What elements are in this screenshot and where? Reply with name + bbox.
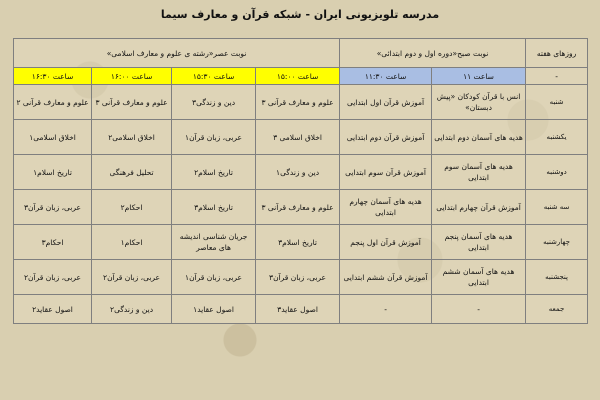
table-cell: اخلاق اسلامی ۳ xyxy=(256,120,340,155)
table-cell: اصول عقاید۲ xyxy=(14,295,92,324)
table-cell: هدیه های آسمان پنجم ابتدایی xyxy=(432,225,526,260)
time-cell-1: ساعت ۱۱ xyxy=(432,68,526,85)
header-row xyxy=(14,39,588,68)
table-cell: آموزش قرآن سوم ابتدایی xyxy=(340,155,432,190)
time-cell-2: ساعت ۱۱:۳۰ xyxy=(340,68,432,85)
time-cell-4: ساعت ۱۵:۳۰ xyxy=(172,68,256,85)
table-cell: عربی، زبان قرآن۲ xyxy=(14,260,92,295)
table-cell: انس با قرآن کودکان «پیش دبستان» xyxy=(432,85,526,120)
table-row xyxy=(14,155,588,190)
time-cell-day: - xyxy=(526,68,588,85)
day-cell: جمعه xyxy=(526,295,588,324)
times-row xyxy=(14,68,588,85)
table-cell: احکام۳ xyxy=(14,225,92,260)
day-cell: یکشنبه xyxy=(526,120,588,155)
time-cell-5: ساعت ۱۶:۰۰ xyxy=(92,68,172,85)
time-cell-3: ساعت ۱۵:۰۰ xyxy=(256,68,340,85)
table-cell: - xyxy=(432,295,526,324)
table-cell: دین و زندگی۲ xyxy=(92,295,172,324)
table-row xyxy=(14,85,588,120)
table-cell: تاریخ اسلام۲ xyxy=(172,155,256,190)
table-cell: هدیه های آسمان سوم ابتدایی xyxy=(432,155,526,190)
table-cell: آموزش قرآن اول ابتدایی xyxy=(340,85,432,120)
table-cell: آموزش قرآن چهارم ابتدایی xyxy=(432,190,526,225)
table-cell: احکام۱ xyxy=(92,225,172,260)
table-cell: علوم و معارف قرآنی ۳ xyxy=(92,85,172,120)
table-row xyxy=(14,260,588,295)
table-cell: علوم و معارف قرآنی ۳ xyxy=(256,85,340,120)
table-row xyxy=(14,120,588,155)
table-cell: عربی، زبان قرآن۳ xyxy=(256,260,340,295)
page-title: مدرسه تلویزیونی ایران - شبکه قرآن و معارف سیما xyxy=(160,8,440,21)
table-cell: هدیه های آسمان دوم ابتدایی xyxy=(432,120,526,155)
table-cell: اخلاق اسلامی۲ xyxy=(92,120,172,155)
table-cell: اصول عقاید۳ xyxy=(256,295,340,324)
schedule-table xyxy=(13,38,588,324)
table-cell: آموزش قرآن دوم ابتدایی xyxy=(340,120,432,155)
time-cell-6: ساعت ۱۶:۳۰ xyxy=(14,68,92,85)
table-row xyxy=(14,190,588,225)
table-cell: دین و زندگی۳ xyxy=(172,85,256,120)
day-cell: چهارشنبه xyxy=(526,225,588,260)
table-row xyxy=(14,295,588,324)
morning-shift-header: نوبت صبح«دوره اول و دوم ابتدائی» xyxy=(340,39,526,68)
table-cell: علوم و معارف قرآنی ۲ xyxy=(14,85,92,120)
days-header: روزهای هفته xyxy=(526,39,588,68)
table-cell: عربی، زبان قرآن۳ xyxy=(14,190,92,225)
table-cell: - xyxy=(340,295,432,324)
table-cell: هدیه های آسمان چهارم ابتدایی xyxy=(340,190,432,225)
table-cell: آموزش قرآن اول پنجم xyxy=(340,225,432,260)
table-cell: هدیه های آسمان ششم ابتدایی xyxy=(432,260,526,295)
table-cell: دین و زندگی۱ xyxy=(256,155,340,190)
day-cell: سه شنبه xyxy=(526,190,588,225)
table-cell: تاریخ اسلام۱ xyxy=(14,155,92,190)
table-cell: تحلیل فرهنگی xyxy=(92,155,172,190)
table-cell: اصول عقاید۱ xyxy=(172,295,256,324)
table-cell: علوم و معارف قرآنی ۳ xyxy=(256,190,340,225)
day-cell: پنجشنبه xyxy=(526,260,588,295)
table-cell: تاریخ اسلام۳ xyxy=(172,190,256,225)
table-cell: اخلاق اسلامی۱ xyxy=(14,120,92,155)
afternoon-shift-header: نوبت عصر«رشته ی علوم و معارف اسلامی» xyxy=(14,39,340,68)
table-cell: جریان شناسی اندیشه های معاصر xyxy=(172,225,256,260)
table-cell: عربی، زبان قرآن۲ xyxy=(92,260,172,295)
table-cell: تاریخ اسلام۳ xyxy=(256,225,340,260)
table-cell: احکام۲ xyxy=(92,190,172,225)
table-cell: عربی، زبان قرآن۱ xyxy=(172,120,256,155)
table-cell: عربی، زبان قرآن۱ xyxy=(172,260,256,295)
day-cell: دوشنبه xyxy=(526,155,588,190)
day-cell: شنبه xyxy=(526,85,588,120)
table-row xyxy=(14,225,588,260)
table-cell: آموزش قرآن ششم ابتدایی xyxy=(340,260,432,295)
